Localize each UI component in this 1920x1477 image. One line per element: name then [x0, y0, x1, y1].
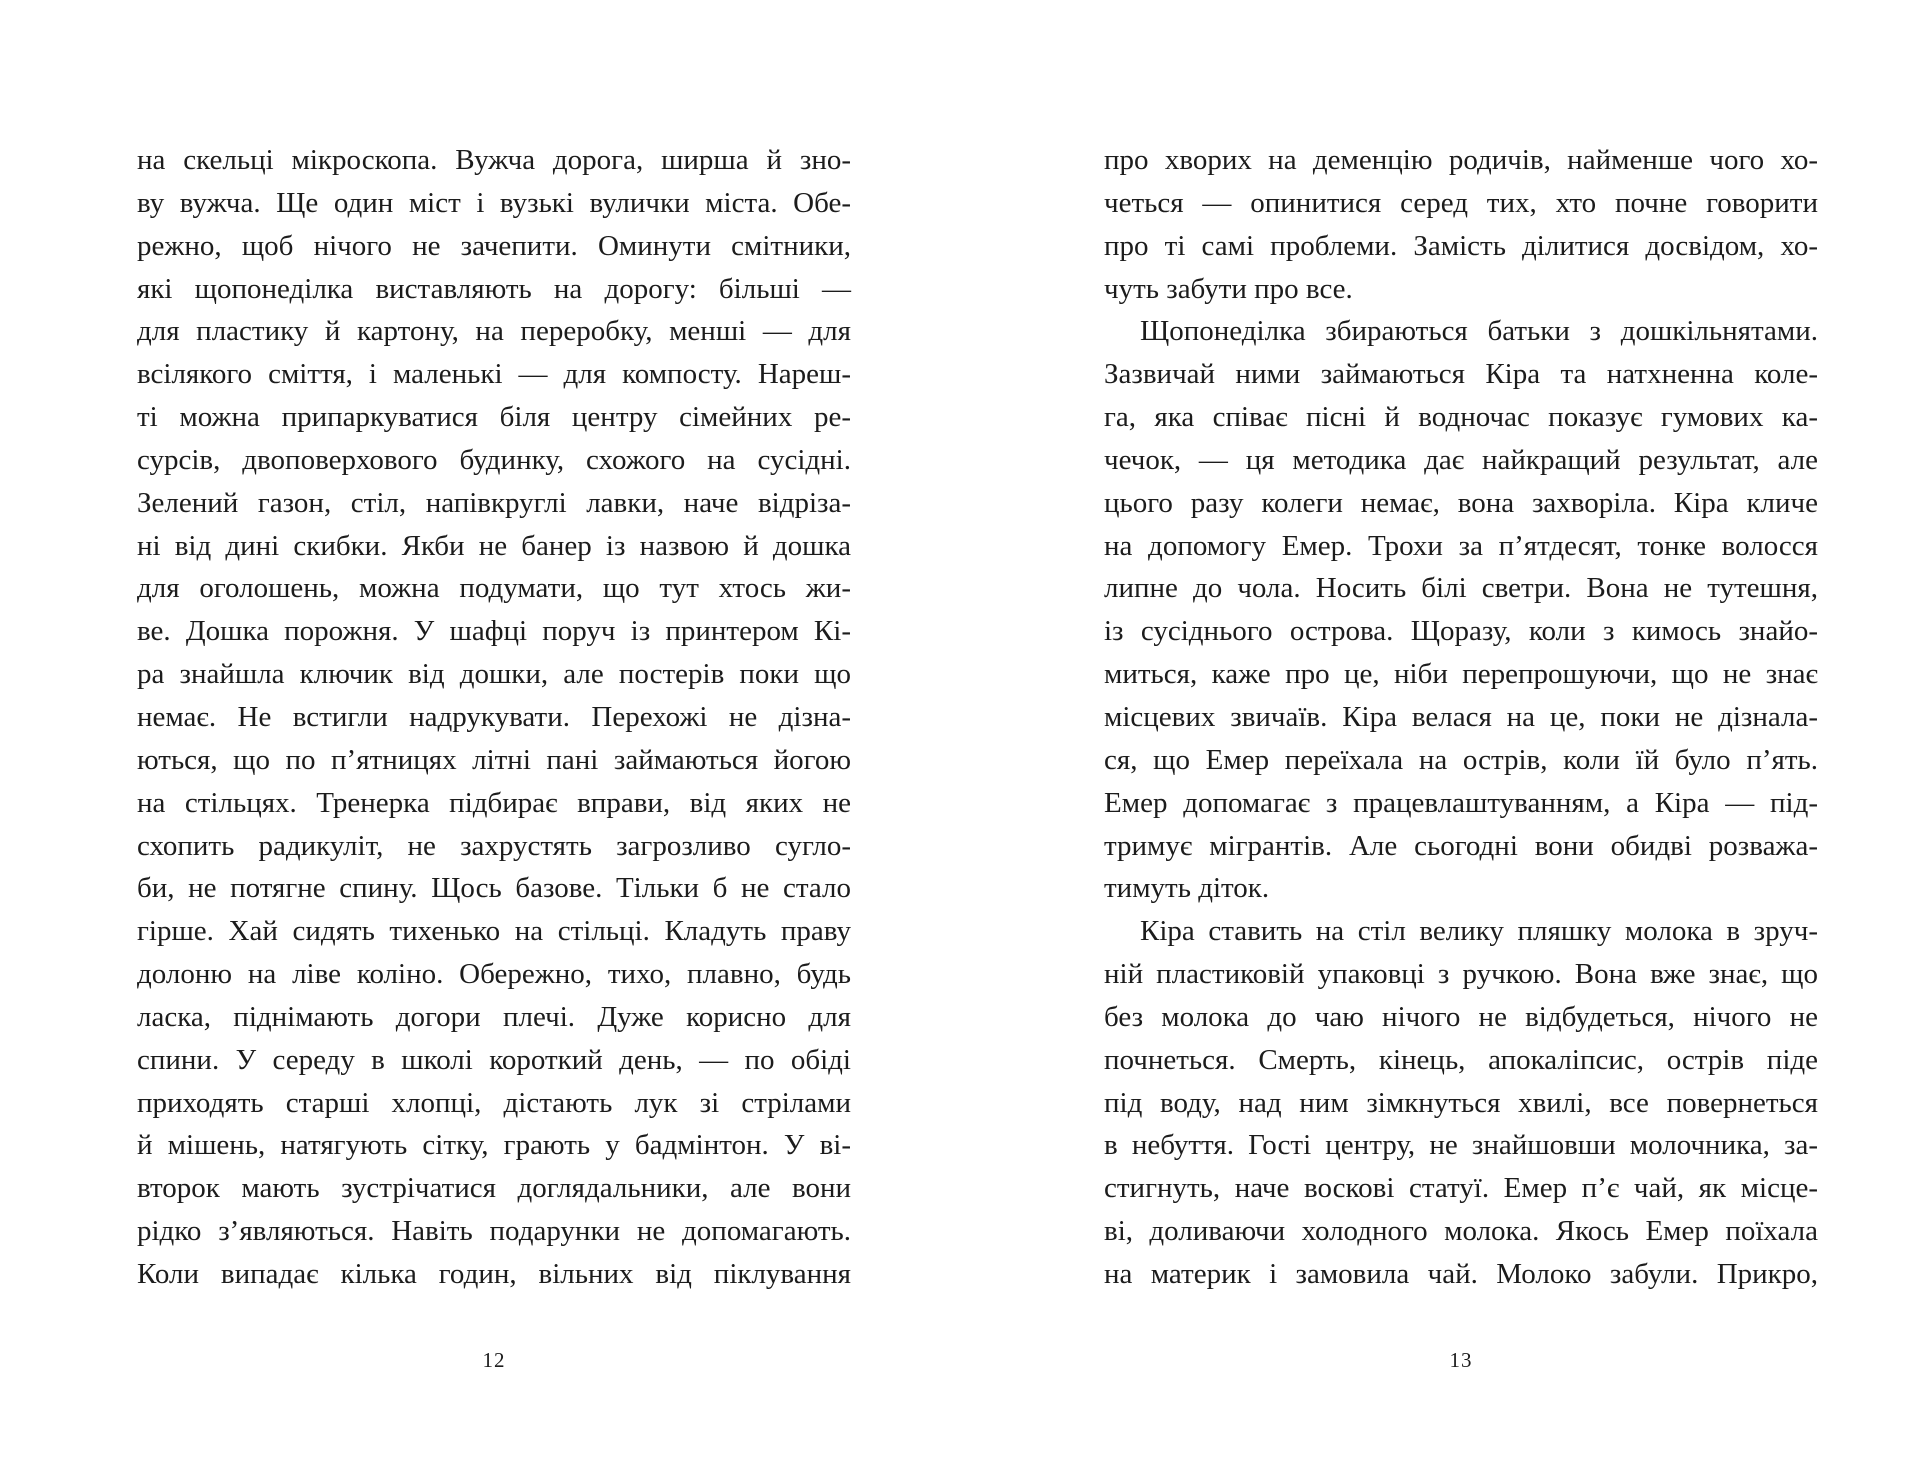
text-line: на стільцях. Тренерка підбирає вправи, від яких не	[137, 786, 851, 819]
text-line: Кіра ставить на стіл велику пляшку молока в зруч-	[1140, 915, 1818, 948]
text-line: чуть забути про все.	[1104, 272, 1353, 305]
text-line: немає. Не встигли надрукувати. Перехожі не дізна-	[137, 700, 851, 733]
text-line: ті можна припаркуватися біля центру сімейних ре-	[137, 401, 851, 434]
text-line: Зазвичай ними займаються Кіра та натхненна коле-	[1104, 358, 1818, 391]
text-line: стигнуть, наче воскові статуї. Емер п’є чай, як місце-	[1104, 1172, 1818, 1205]
text-line: під воду, над ним зімкнуться хвилі, все повернеться	[1104, 1086, 1818, 1119]
text-line: тримує мігрантів. Але сьогодні вони обидві розважа-	[1104, 829, 1818, 862]
text-line: Емер допомагає з працевлаштуванням, а Кіра — під-	[1104, 786, 1818, 819]
text-column-left	[137, 139, 851, 1296]
text-line: режно, щоб нічого не зачепити. Оминути смітники,	[137, 229, 851, 262]
text-line: чечок, — ця методика дає найкращий результат, але	[1104, 443, 1818, 476]
text-line: ві, доливаючи холодного молока. Якось Емер поїхала	[1104, 1215, 1818, 1248]
text-line: про ті самі проблеми. Замість ділитися досвідом, хо-	[1104, 229, 1818, 262]
text-line: гірше. Хай сидять тихенько на стільці. Кладуть праву	[137, 915, 851, 948]
text-line: миться, каже про це, ніби перепрошуючи, що не знає	[1104, 658, 1818, 691]
text-line: в небуття. Гості центру, не знайшовши молочника, за-	[1104, 1129, 1818, 1162]
text-line: второк мають зустрічатися доглядальники, але вони	[137, 1172, 851, 1205]
text-line: ся, що Емер переїхала на острів, коли їй було п’ять.	[1104, 743, 1818, 776]
text-line: ній пластиковій упаковці з ручкою. Вона вже знає, що	[1104, 958, 1818, 991]
text-line: Коли випадає кілька годин, вільних від піклування	[137, 1257, 851, 1290]
text-line: приходять старші хлопці, дістають лук зі стрілами	[137, 1086, 851, 1119]
text-line: без молока до чаю нічого не відбудеться, нічого не	[1104, 1000, 1818, 1033]
text-column-right	[1104, 139, 1818, 1296]
text-line: Щопонеділка збираються батьки з дошкільнятами.	[1140, 315, 1818, 348]
text-line: ву вужча. Ще один міст і вузькі вулички міста. Обе-	[137, 186, 851, 219]
page-number-right: 13	[1449, 1348, 1473, 1372]
text-line: ні від дині скибки. Якби не банер із назвою й дошка	[137, 529, 851, 562]
text-line: які щопонеділка виставляють на дорогу: більші —	[137, 272, 851, 305]
text-line: на допомогу Емер. Трохи за п’ятдесят, тонке волосся	[1104, 529, 1818, 562]
text-line: долоню на ліве коліно. Обережно, тихо, плавно, будь	[137, 958, 851, 991]
text-line: всілякого сміття, і маленькі — для компосту. Нареш-	[137, 358, 851, 391]
text-line: сурсів, двоповерхового будинку, схожого на сусідні.	[137, 443, 851, 476]
text-line: четься — опинитися серед тих, хто почне говорити	[1104, 186, 1818, 219]
page-number-left: 12	[482, 1348, 506, 1372]
text-line: на скельці мікроскопа. Вужча дорога, ширша й зно-	[137, 144, 851, 176]
text-line: для оголошень, можна подумати, що тут хтось жи-	[137, 572, 851, 605]
text-line: із сусіднього острова. Щоразу, коли з кимось знайо-	[1104, 615, 1818, 648]
text-line: для пластику й картону, на переробку, менші — для	[137, 315, 851, 348]
text-line: почнеться. Смерть, кінець, апокаліпсис, острів піде	[1104, 1043, 1818, 1076]
text-line: цього разу колеги немає, вона захворіла. Кіра кличе	[1104, 486, 1818, 519]
text-line: ве. Дошка порожня. У шафці поруч із принтером Кі-	[137, 615, 851, 648]
text-line: ються, що по п’ятницях літні пані займаються йогою	[137, 743, 851, 776]
text-line: про хворих на деменцію родичів, найменше чого хо-	[1104, 144, 1818, 176]
text-line: схопить радикуліт, не захрустять загрозливо сугло-	[137, 829, 851, 862]
text-line: ласка, піднімають догори плечі. Дуже корисно для	[137, 1000, 851, 1033]
text-line: тимуть діток.	[1104, 872, 1270, 905]
page-right	[960, 0, 1920, 1477]
text-line: би, не потягне спину. Щось базове. Тільки б не стало	[137, 872, 851, 905]
text-line: Зелений газон, стіл, напівкруглі лавки, наче відріза-	[137, 486, 851, 519]
text-line: й мішень, натягують сітку, грають у бадмінтон. У ві-	[137, 1129, 851, 1162]
text-line: місцевих звичаїв. Кіра велася на це, поки не дізнала-	[1104, 700, 1818, 733]
text-line: липне до чола. Носить білі светри. Вона не тутешня,	[1104, 572, 1818, 605]
text-line: спини. У середу в школі короткий день, — по обіді	[137, 1043, 851, 1076]
text-line: ра знайшла ключик від дошки, але постерів поки що	[137, 658, 851, 691]
text-line: га, яка співає пісні й водночас показує гумових ка-	[1104, 401, 1818, 434]
text-line: рідко з’являються. Навіть подарунки не допомагають.	[137, 1215, 851, 1248]
text-line: на материк і замовила чай. Молоко забули. Прикро,	[1104, 1257, 1818, 1290]
